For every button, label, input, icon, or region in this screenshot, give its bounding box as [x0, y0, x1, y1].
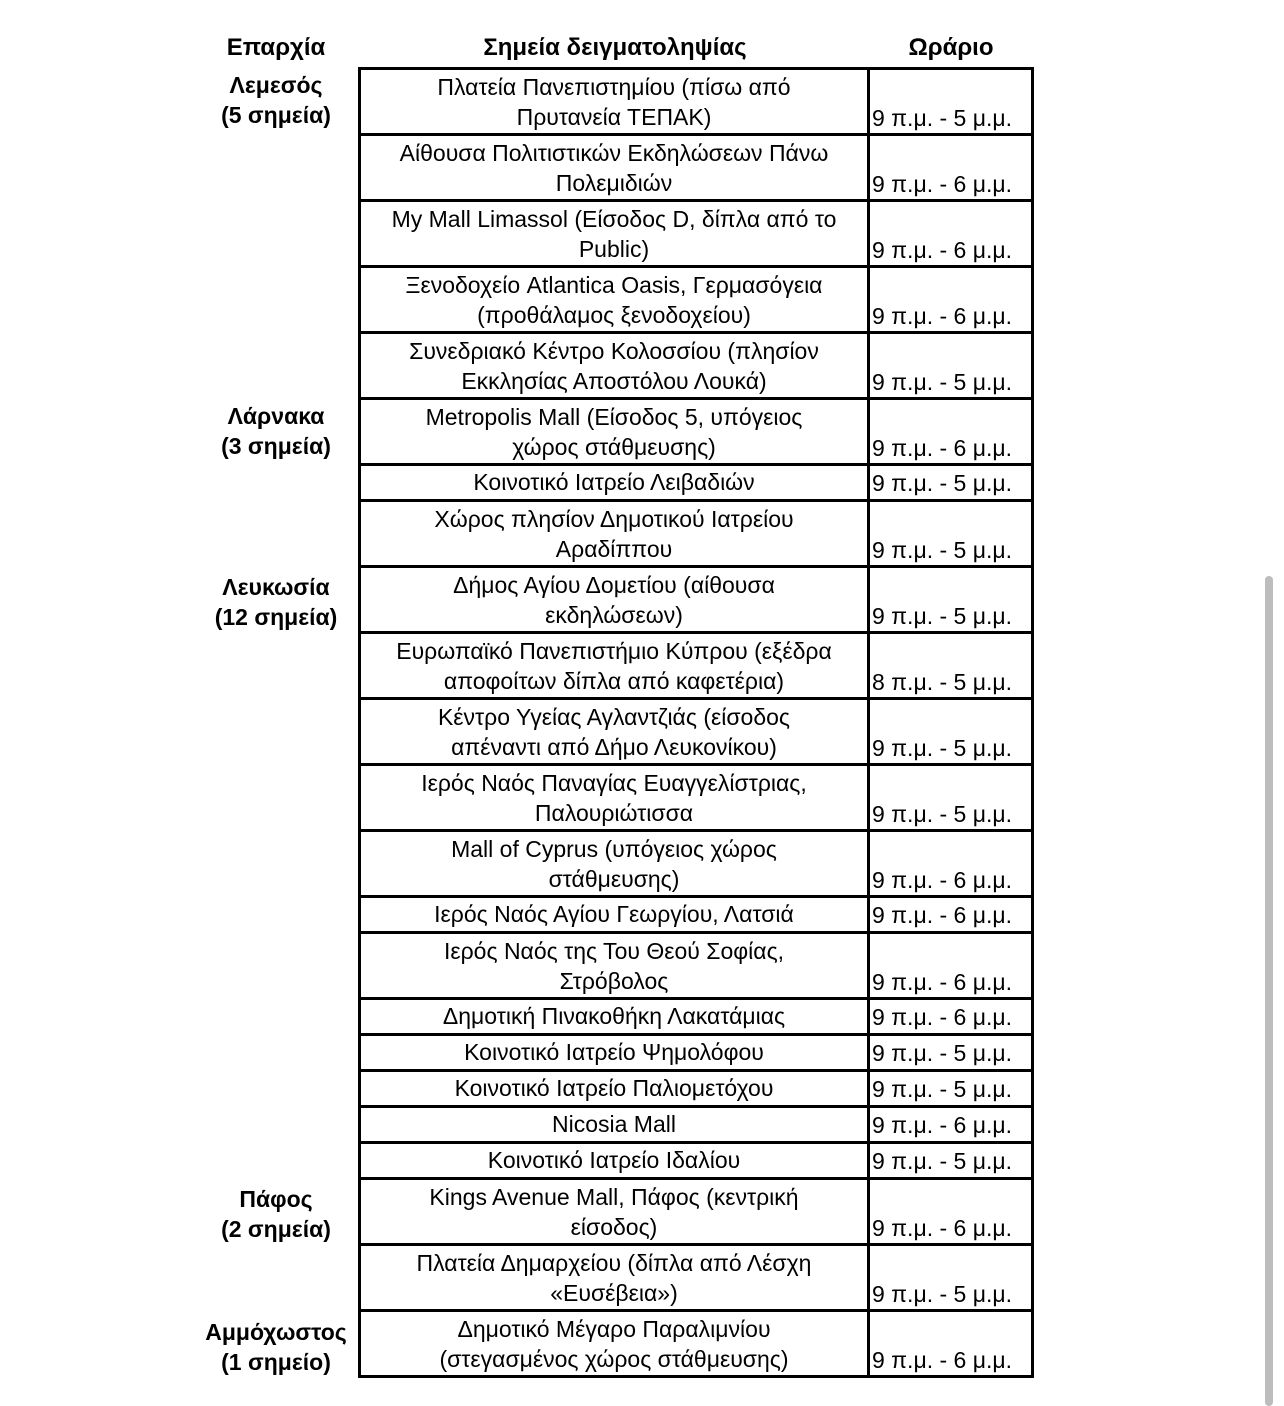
hours-text: 9 π.μ. - 6 μ.μ. — [872, 1004, 1012, 1030]
sampling-point-cell: Συνεδριακό Κέντρο Κολοσσίου (πλησίον Εκκλησίας Αποστόλου Λουκά) — [361, 334, 870, 397]
sampling-point-cell: Nicosia Mall — [361, 1108, 870, 1141]
table-row — [358, 268, 1034, 334]
table-row — [358, 466, 1034, 502]
table-row — [358, 334, 1034, 400]
hours-cell — [870, 1036, 1031, 1069]
hours-text: 9 π.μ. - 5 μ.μ. — [872, 1281, 1012, 1307]
hours-cell — [870, 634, 1031, 697]
sampling-point-cell: Ιερός Ναός της Του Θεού Σοφίας, Στρόβολος — [361, 934, 870, 997]
hours-cell — [870, 898, 1031, 931]
sampling-point-cell: Δημοτική Πινακοθήκη Λακατάμιας — [361, 1000, 870, 1033]
sampling-point-cell: Ιερός Ναός Αγίου Γεωργίου, Λατσιά — [361, 898, 870, 931]
table-row — [358, 634, 1034, 700]
sampling-point-cell: Κοινοτικό Ιατρείο Λειβαδιών — [361, 466, 870, 499]
table-row — [358, 67, 1034, 136]
sampling-point-cell: Κοινοτικό Ιατρείο Παλιομετόχου — [361, 1072, 870, 1105]
hours-text: 9 π.μ. - 6 μ.μ. — [872, 237, 1012, 263]
hours-cell — [870, 766, 1031, 829]
table-row — [358, 1036, 1034, 1072]
table-row — [358, 1312, 1034, 1378]
hours-text: 9 π.μ. - 5 μ.μ. — [872, 537, 1012, 563]
sampling-point-cell: Κοινοτικό Ιατρείο Ιδαλίου — [361, 1144, 870, 1177]
hours-cell — [870, 1072, 1031, 1105]
hours-text: 9 π.μ. - 6 μ.μ. — [872, 303, 1012, 329]
table-row — [358, 1246, 1034, 1312]
table-row — [358, 832, 1034, 898]
district-nicosia — [190, 572, 362, 632]
hours-text: 9 π.μ. - 5 μ.μ. — [872, 1148, 1012, 1174]
table-row — [358, 1144, 1034, 1180]
hours-text: 9 π.μ. - 6 μ.μ. — [872, 1347, 1012, 1373]
table-row — [358, 1180, 1034, 1246]
hours-text: 9 π.μ. - 5 μ.μ. — [872, 1040, 1012, 1066]
hours-cell — [870, 70, 1031, 133]
table-row — [358, 1072, 1034, 1108]
table-row — [358, 1108, 1034, 1144]
sampling-point-cell: Ιερός Ναός Παναγίας Ευαγγελίστριας, Παλουριώτισσα — [361, 766, 870, 829]
hours-text: 9 π.μ. - 6 μ.μ. — [872, 1215, 1012, 1241]
hours-cell — [870, 400, 1031, 463]
header-sampling-points: Σημεία δειγματοληψίας — [483, 34, 747, 61]
header-hours: Ωράριο — [908, 34, 994, 61]
district-paphos — [190, 1184, 362, 1244]
sampling-point-cell: Κοινοτικό Ιατρείο Ψημολόφου — [361, 1036, 870, 1069]
sampling-point-cell: Metropolis Mall (Είσοδος 5, υπόγειος χώρος στάθμευσης) — [361, 400, 870, 463]
sampling-point-cell: Ευρωπαϊκό Πανεπιστήμιο Κύπρου (εξέδρα αποφοίτων δίπλα από καφετέρια) — [361, 634, 870, 697]
sampling-point-cell: Αίθουσα Πολιτιστικών Εκδηλώσεων Πάνω Πολεμιδιών — [361, 136, 870, 199]
hours-cell — [870, 466, 1031, 499]
hours-text: 9 π.μ. - 6 μ.μ. — [872, 171, 1012, 197]
hours-cell — [870, 568, 1031, 631]
hours-cell — [870, 1180, 1031, 1243]
header-district: Επαρχία — [226, 34, 326, 61]
sampling-points-table — [358, 67, 1034, 1378]
sampling-point-cell: Kings Avenue Mall, Πάφος (κεντρική είσοδος) — [361, 1180, 870, 1243]
hours-cell — [870, 202, 1031, 265]
district-count: (3 σημεία) — [221, 433, 331, 459]
hours-cell — [870, 136, 1031, 199]
table-row — [358, 202, 1034, 268]
district-count: (5 σημεία) — [221, 102, 331, 128]
district-name: Λευκωσία — [222, 574, 330, 600]
hours-text: 9 π.μ. - 5 μ.μ. — [872, 369, 1012, 395]
table-row — [358, 934, 1034, 1000]
hours-cell — [870, 700, 1031, 763]
district-count: (1 σημείο) — [221, 1349, 331, 1375]
district-name: Πάφος — [239, 1186, 313, 1212]
hours-text: 9 π.μ. - 5 μ.μ. — [872, 470, 1012, 496]
hours-cell — [870, 934, 1031, 997]
hours-cell — [870, 1108, 1031, 1141]
hours-cell — [870, 1000, 1031, 1033]
sampling-point-cell: Mall of Cyprus (υπόγειος χώρος στάθμευσης) — [361, 832, 870, 895]
sampling-point-cell: Δημοτικό Μέγαρο Παραλιμνίου (στεγασμένος χώρος στάθμευσης) — [361, 1312, 870, 1375]
hours-cell — [870, 1144, 1031, 1177]
hours-cell — [870, 1246, 1031, 1309]
table-row — [358, 898, 1034, 934]
hours-text: 9 π.μ. - 6 μ.μ. — [872, 435, 1012, 461]
sampling-point-cell: Χώρος πλησίον Δημοτικού Ιατρείου Αραδίππου — [361, 502, 870, 565]
hours-text: 9 π.μ. - 6 μ.μ. — [872, 1112, 1012, 1138]
district-limassol — [190, 70, 362, 130]
district-count: (2 σημεία) — [221, 1216, 331, 1242]
hours-text: 9 π.μ. - 5 μ.μ. — [872, 735, 1012, 761]
table-row — [358, 700, 1034, 766]
hours-text: 9 π.μ. - 6 μ.μ. — [872, 902, 1012, 928]
vertical-scrollbar[interactable] — [1265, 576, 1273, 1406]
table-row — [358, 568, 1034, 634]
hours-text: 9 π.μ. - 5 μ.μ. — [872, 801, 1012, 827]
table-row — [358, 502, 1034, 568]
hours-text: 9 π.μ. - 5 μ.μ. — [872, 105, 1012, 131]
hours-cell — [870, 502, 1031, 565]
district-name: Λάρνακα — [227, 403, 325, 429]
table-row — [358, 400, 1034, 466]
table-row — [358, 136, 1034, 202]
sampling-point-cell: Πλατεία Δημαρχείου (δίπλα από Λέσχη «Ευσέβεια») — [361, 1246, 870, 1309]
sampling-point-cell: Κέντρο Υγείας Αγλαντζιάς (είσοδος απέναντι από Δήμο Λευκονίκου) — [361, 700, 870, 763]
district-name: Λεμεσός — [229, 72, 323, 98]
district-count: (12 σημεία) — [214, 604, 338, 630]
district-larnaca — [190, 401, 362, 461]
table-row — [358, 1000, 1034, 1036]
sampling-point-cell: Πλατεία Πανεπιστημίου (πίσω από Πρυτανεία ΤΕΠΑΚ) — [361, 70, 870, 133]
hours-cell — [870, 334, 1031, 397]
hours-cell — [870, 832, 1031, 895]
hours-text: 9 π.μ. - 6 μ.μ. — [872, 867, 1012, 893]
district-famagusta — [190, 1317, 362, 1377]
sampling-point-cell: Ξενοδοχείο Atlantica Oasis, Γερμασόγεια (προθάλαμος ξενοδοχείου) — [361, 268, 870, 331]
hours-cell — [870, 268, 1031, 331]
sampling-point-cell: My Mall Limassol (Είσοδος D, δίπλα από το Public) — [361, 202, 870, 265]
hours-text: 9 π.μ. - 5 μ.μ. — [872, 1076, 1012, 1102]
hours-text: 9 π.μ. - 5 μ.μ. — [872, 603, 1012, 629]
hours-cell — [870, 1312, 1031, 1375]
hours-text: 9 π.μ. - 6 μ.μ. — [872, 969, 1012, 995]
hours-text: 8 π.μ. - 5 μ.μ. — [872, 669, 1012, 695]
table-row — [358, 766, 1034, 832]
sampling-point-cell: Δήμος Αγίου Δομετίου (αίθουσα εκδηλώσεων) — [361, 568, 870, 631]
district-name: Αμμόχωστος — [205, 1319, 347, 1345]
